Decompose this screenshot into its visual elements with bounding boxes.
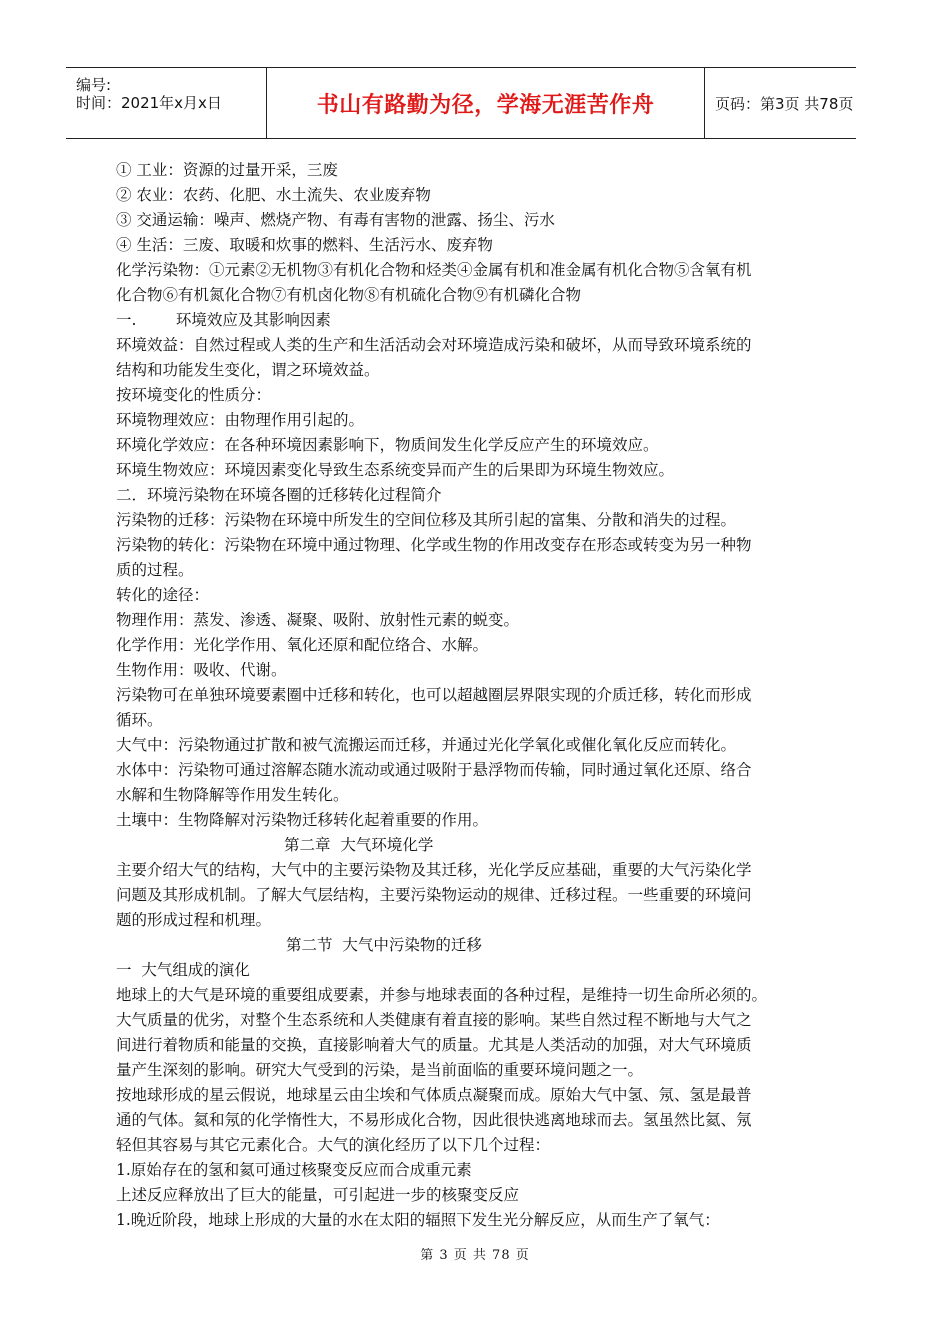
body-line: 地球上的大气是环境的重要组成要素，并参与地球表面的各种过程，是维持一切生命所必须的。 bbox=[116, 986, 768, 1004]
chapter-title: 第二章 大气环境化学 bbox=[284, 836, 434, 854]
page-footer: 第 3 页 共 78 页 bbox=[420, 1248, 530, 1263]
body-line: ② 农业：农药、化肥、水土流失、农业废弃物 bbox=[116, 186, 431, 204]
body-line: 质的过程。 bbox=[116, 561, 194, 579]
document-number-label: 编号: bbox=[76, 76, 112, 94]
body-line: 化合物⑥有机氮化合物⑦有机卤化物⑧有机硫化合物⑨有机磷化合物 bbox=[116, 286, 582, 304]
body-line: 水解和生物降解等作用发生转化。 bbox=[116, 786, 349, 804]
body-line: 通的气体。氦和氖的化学惰性大，不易形成化合物，因此很快逃离地球而去。氢虽然比氦、氖 bbox=[116, 1111, 752, 1129]
body-line: 结构和功能发生变化，谓之环境效益。 bbox=[116, 361, 380, 379]
section-heading: 一. 环境效应及其影响因素 bbox=[116, 311, 331, 329]
body-line: 物理作用：蒸发、渗透、凝聚、吸附、放射性元素的蜕变。 bbox=[116, 611, 520, 629]
subsection-heading: 一 大气组成的演化 bbox=[116, 961, 250, 979]
header-motto-cell bbox=[267, 68, 705, 138]
body-line: 轻但其容易与其它元素化合。大气的演化经历了以下几个过程： bbox=[116, 1136, 551, 1154]
body-line: 环境生物效应：环境因素变化导致生态系统变异而产生的后果即为环境生物效应。 bbox=[116, 461, 675, 479]
body-line: 生物作用：吸收、代谢。 bbox=[116, 661, 287, 679]
document-time-label: 时间：2021年x月x日 bbox=[76, 94, 222, 112]
body-line: 循环。 bbox=[116, 711, 163, 729]
body-line: 转化的途径： bbox=[116, 586, 210, 604]
body-line: 化学作用：光化学作用、氧化还原和配位络合、水解。 bbox=[116, 636, 489, 654]
body-line: ③ 交通运输：噪声、燃烧产物、有毒有害物的泄露、扬尘、污水 bbox=[116, 211, 555, 229]
body-line: 量产生深刻的影响。研究大气受到的污染，是当前面临的重要环境问题之一。 bbox=[116, 1061, 644, 1079]
header-meta-cell bbox=[66, 68, 267, 138]
body-line: 1.晚近阶段，地球上形成的大量的水在太阳的辐照下发生光分解反应，从而生产了氧气： bbox=[116, 1211, 720, 1229]
body-line: 1.原始存在的氢和氦可通过核聚变反应而合成重元素 bbox=[116, 1161, 472, 1179]
section-title: 第二节 大气中污染物的迁移 bbox=[286, 936, 482, 954]
body-line: 按地球形成的星云假说，地球星云由尘埃和气体质点凝聚而成。原始大气中氢、氖、氢是最普 bbox=[116, 1086, 752, 1104]
motto-text: 书山有路勤为径，学海无涯苦作舟 bbox=[316, 92, 655, 118]
body-line: 大气中：污染物通过扩散和被气流搬运而迁移，并通过光化学氧化或催化氧化反应而转化。 bbox=[116, 736, 737, 754]
body-line: 问题及其形成机制。了解大气层结构，主要污染物运动的规律、迁移过程。一些重要的环境问 bbox=[116, 886, 752, 904]
body-line: 化学污染物：①元素②无机物③有机化合物和烃类④金属有机和准金属有机化合物⑤含氧有机 bbox=[116, 261, 752, 279]
body-line: 污染物的迁移：污染物在环境中所发生的空间位移及其所引起的富集、分散和消失的过程。 bbox=[116, 511, 737, 529]
body-line: ① 工业：资源的过量开采，三废 bbox=[116, 161, 338, 179]
document-body bbox=[116, 158, 836, 1233]
body-line: 大气质量的优劣，对整个生态系统和人类健康有着直接的影响。某些自然过程不断地与大气之 bbox=[116, 1011, 752, 1029]
body-line: 环境化学效应：在各种环境因素影响下，物质间发生化学反应产生的环境效应。 bbox=[116, 436, 659, 454]
body-line: 主要介绍大气的结构，大气中的主要污染物及其迁移，光化学反应基础，重要的大气污染化学 bbox=[116, 861, 752, 879]
section-heading: 二．环境污染物在环境各圈的迁移转化过程简介 bbox=[116, 486, 442, 504]
header-page-info: 页码：第3页 共78页 bbox=[715, 94, 854, 113]
body-line: 水体中：污染物可通过溶解态随水流动或通过吸附于悬浮物而传输，同时通过氧化还原、络合 bbox=[116, 761, 752, 779]
body-line: 土壤中：生物降解对污染物迁移转化起着重要的作用。 bbox=[116, 811, 489, 829]
body-line: 间进行着物质和能量的交换，直接影响着大气的质量。尤其是人类活动的加强，对大气环境质 bbox=[116, 1036, 752, 1054]
body-line: 上述反应释放出了巨大的能量，可引起进一步的核聚变反应 bbox=[116, 1186, 520, 1204]
body-line: 污染物的转化：污染物在环境中通过物理、化学或生物的作用改变存在形态或转变为另一种物 bbox=[116, 536, 752, 554]
body-line: 按环境变化的性质分： bbox=[116, 386, 272, 404]
body-line: ④ 生活：三废、取暖和炊事的燃料、生活污水、废弃物 bbox=[116, 236, 493, 254]
page-header bbox=[66, 67, 856, 139]
body-line: 污染物可在单独环境要素圈中迁移和转化，也可以超越圈层界限实现的介质迁移，转化而形成 bbox=[116, 686, 752, 704]
body-line: 环境效益：自然过程或人类的生产和生活活动会对环境造成污染和破坏，从而导致环境系统的 bbox=[116, 336, 752, 354]
header-page-cell bbox=[705, 68, 856, 138]
body-line: 题的形成过程和机理。 bbox=[116, 911, 272, 929]
body-line: 环境物理效应：由物理作用引起的。 bbox=[116, 411, 365, 429]
